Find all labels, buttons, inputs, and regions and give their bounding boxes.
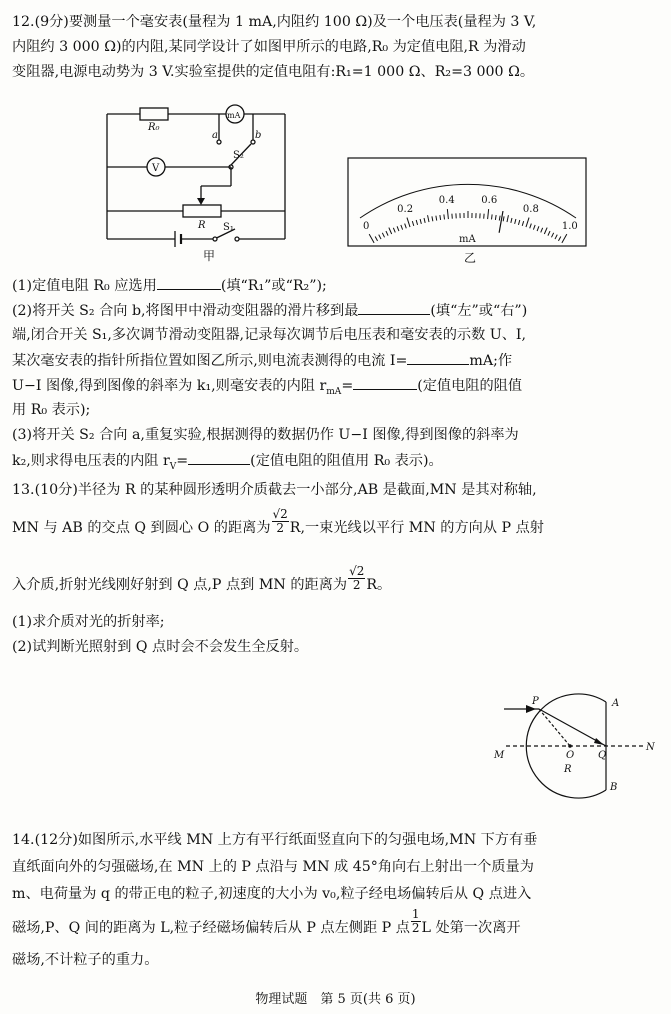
q12-part3-eq: = (176, 453, 189, 469)
dial-tick (488, 209, 489, 219)
dial-tick (397, 226, 399, 231)
label-q: Q (598, 750, 607, 761)
label-s1: S₁ (223, 222, 234, 233)
dial-tick (407, 218, 410, 228)
meter-needle (499, 211, 503, 233)
dial-tick-label: 0.8 (522, 203, 539, 215)
label-v: V (152, 163, 160, 174)
rheostat-r (183, 205, 221, 217)
dial-tick (382, 233, 384, 237)
q14-line-5: 磁场,不计粒子的重力。 (12, 952, 159, 968)
dial-tick (393, 228, 395, 233)
dial-tick (522, 221, 523, 226)
q12-part2-r-sub: mA (326, 386, 342, 397)
q13-part2: (2)试判断光照射到 Q 点时会不会发生全反射。 (12, 639, 309, 655)
dial-tick-label: 0.6 (481, 195, 498, 207)
fraction-sqrt2-over-2-b (348, 565, 365, 592)
fraction-one-half (411, 908, 421, 935)
meter-unit: mA (459, 234, 476, 245)
fraction-numerator: 1 (411, 907, 420, 921)
q13-line-2 (12, 507, 544, 538)
q12-part2-r-text: U−I 图像,得到图像的斜率为 k₁,则毫安表的内阻 r (12, 378, 327, 394)
q12-line-1: 12.(9分)要测量一个毫安表(量程为 1 mA,内阻约 100 Ω)及一个电压表(量程为 3 V, (12, 14, 537, 30)
label-n: N (646, 742, 655, 753)
q12-line-3: 变阻器,电源电动势为 3 V.实验室提供的定值电阻有:R₁=1 000 Ω、R₂=3 000 Ω。 (12, 64, 535, 80)
dial-tick (515, 219, 516, 224)
dial-tick (544, 228, 547, 234)
dial-tick (503, 216, 504, 221)
label-a: a (212, 130, 218, 141)
dial-tick (379, 235, 381, 239)
q13-line-2-text: MN 与 AB 的交点 Q 到圆心 O 的距离为 (12, 520, 271, 536)
dial-tick (511, 218, 512, 223)
answer-blank-r0[interactable] (157, 275, 221, 290)
dial-tick (507, 215, 508, 222)
q12-part1-hint: (填“R₁”或“R₂”); (220, 278, 327, 294)
fraction-denominator: 2 (276, 521, 284, 535)
dial-tick (444, 214, 445, 219)
q12-part3-r-text: k₂,则求得电压表的内阻 r (12, 453, 170, 469)
q13-line-3 (12, 564, 392, 595)
dial-tick (495, 215, 496, 220)
dial-tick (492, 214, 493, 219)
q12-part1-text: (1)定值电阻 R₀ 应选用 (12, 278, 157, 294)
q13-line-2-rest: R,一束光线以平行 MN 的方向从 P 点射 (289, 520, 544, 536)
resistor-r0 (140, 108, 168, 120)
radius-op (539, 709, 570, 746)
dial-tick (428, 215, 429, 222)
dial-tick (526, 218, 529, 228)
q13-line-3-text: 入介质,折射光线刚好射到 Q 点,P 点到 MN 的距离为 (12, 577, 348, 593)
q14-line-1: 14.(12分)如图所示,水平线 MN 上方有平行纸面竖直向下的匀强电场,MN 下方有垂 (12, 832, 538, 848)
dial-tick (369, 234, 374, 243)
fraction-sqrt2-over-2 (272, 508, 289, 535)
answer-blank-rma[interactable] (353, 375, 417, 390)
dial-tick (386, 231, 388, 236)
label-b: B (610, 782, 618, 793)
q14-line-4 (12, 907, 521, 938)
q12-part2-hint: (定值电阻的阻值 (417, 378, 523, 394)
dial-tick (447, 209, 448, 219)
label-p: P (532, 696, 539, 707)
dial-tick (555, 235, 557, 239)
q12-part2-line5: 用 R₀ 表示); (12, 402, 91, 418)
dial-tick (530, 224, 532, 229)
q14-line-4-text: 磁场,P、Q 间的距离为 L,粒子经磁场偏转后从 P 点左侧距 P 点 (12, 920, 410, 936)
q13-line-3-rest: R。 (366, 577, 392, 593)
dial-tick-label: 0.2 (397, 203, 414, 215)
dial-tick (436, 216, 437, 221)
dial-tick (558, 237, 560, 241)
q12-line-2: 内阻约 3 000 Ω)的内阻,某同学设计了如图甲所示的电路,R₀ 为定值电阻,R 为滑动 (12, 39, 526, 55)
q12-part3-r-sub: V (169, 461, 177, 472)
dial-tick (548, 231, 550, 236)
q12-part2-current-text: 某次毫安表的指针所指位置如图乙所示,则电流表测得的电流 I= (12, 353, 408, 369)
dial-tick (537, 226, 539, 231)
label-r: R (198, 220, 206, 231)
answer-blank-current[interactable] (407, 350, 469, 365)
q12-part2-line2: 端,闭合开关 S₁,多次调节滑动变阻器,记录每次调节后电压表和毫安表的示数 U、I, (12, 327, 527, 343)
dial-tick-label: 0 (363, 220, 370, 232)
label-m: M (494, 750, 505, 761)
q14-line-4-rest: L 处第一次离开 (421, 920, 521, 936)
figure-label-yi: 乙 (464, 251, 477, 265)
q12-part2-line1 (12, 300, 527, 321)
dial-tick (440, 215, 441, 220)
label-a: A (612, 698, 620, 709)
q13-line-1: 13.(10分)半径为 R 的某种圆形透明介质截去一小部分,AB 是截面,MN 是其对称轴, (12, 482, 537, 498)
dial-tick (416, 220, 417, 225)
fraction-denominator: 2 (352, 578, 361, 592)
dial-tick (389, 228, 392, 234)
dial-tick (551, 233, 553, 237)
q12-part2-hint: (填“左”或“右”) (430, 303, 528, 319)
q12-part1 (12, 275, 327, 296)
dial-tick (499, 216, 500, 221)
dial-tick (412, 221, 413, 226)
dial-tick (420, 219, 421, 224)
dial-tick-label: 1.0 (561, 220, 578, 232)
answer-blank-slider[interactable] (358, 300, 430, 315)
dial-tick (518, 220, 519, 225)
dial-tick (401, 225, 403, 230)
label-ma: mA (227, 111, 241, 120)
dial-tick-label: 0.4 (438, 195, 455, 207)
q12-part3-hint: (定值电阻的阻值用 R₀ 表示)。 (250, 453, 443, 469)
q14-line-2: 直纸面向外的匀强磁场,在 MN 上的 P 点沿与 MN 成 45°角向右上射出一个质量为 (12, 859, 534, 875)
label-b: b (255, 130, 262, 141)
label-r: R (564, 764, 572, 775)
q12-part2-eq: = (341, 378, 354, 394)
q12-part2-unit: mA;作 (469, 353, 513, 369)
dial-tick (405, 224, 407, 229)
label-o: O (566, 750, 575, 761)
q12-part2-text: (2)将开关 S₂ 合向 b,将图甲中滑动变阻器的滑片移到最 (12, 303, 359, 319)
q14-line-3: m、电荷量为 q 的带正电的粒子,初速度的大小为 v₀,粒子经电场偏转后从 Q 点进入 (12, 886, 532, 902)
circuit-figure-jia (95, 94, 295, 262)
dial-tick (375, 237, 377, 241)
q12-part3-line1: (3)将开关 S₂ 合向 a,重复实验,根据测得的数据仍作 U−I 图像,得到图像的斜率为 (12, 427, 519, 443)
q12-part2-line3 (12, 350, 512, 371)
answer-blank-rv[interactable] (188, 450, 250, 465)
label-r0: R₀ (148, 122, 160, 133)
dial-tick (533, 225, 535, 230)
page-footer: 物理试题 第 5 页(共 6 页) (255, 992, 416, 1007)
q12-part3-line2 (12, 450, 443, 477)
dial-tick (424, 218, 425, 223)
optics-figure (484, 690, 664, 802)
q13-part1: (1)求介质对光的折射率; (12, 614, 165, 630)
fraction-numerator: √2 (272, 507, 288, 521)
meter-figure-yi (346, 156, 590, 266)
q12-part2-line4 (12, 375, 522, 402)
dial-tick (562, 234, 567, 243)
label-s2: S₂ (233, 150, 244, 161)
figure-label-jia: 甲 (203, 249, 216, 262)
dial-tick (432, 216, 433, 221)
fraction-numerator: √2 (349, 564, 365, 578)
fraction-denominator: 2 (411, 921, 420, 935)
dial-tick (541, 228, 543, 233)
